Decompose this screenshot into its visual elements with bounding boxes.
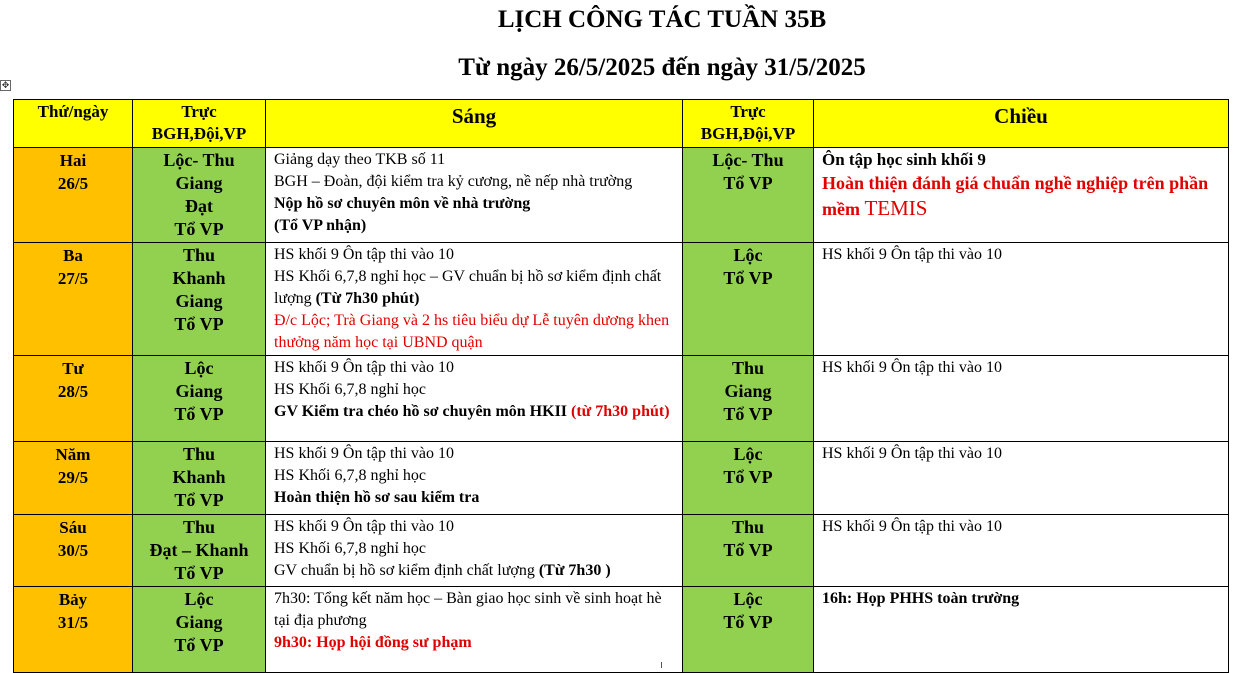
duty-name: Lộc- Thu bbox=[712, 150, 784, 170]
morning-cell bbox=[266, 148, 683, 243]
morning-item: 7h30: Tổng kết năm học – Bàn giao học sinh về sinh hoạt hè tại địa phương bbox=[274, 590, 662, 629]
morning-item: Hoàn thiện hồ sơ sau kiểm tra bbox=[274, 489, 480, 506]
col-header-duty-afternoon-line2: BGH,Đội,VP bbox=[700, 124, 796, 143]
morning-item: HS Khối 6,7,8 nghỉ học bbox=[274, 467, 426, 484]
duty-name: Giang bbox=[175, 381, 223, 401]
morning-item: Đ/c Lộc; Trà Giang và 2 hs tiêu biểu dự Lễ tuyên dương khen thưởng năm học tại UBND quận bbox=[274, 312, 670, 351]
col-header-duty-afternoon-line1: Trực bbox=[730, 102, 766, 121]
duty-name: Tổ VP bbox=[723, 268, 773, 288]
duty-name: Tổ VP bbox=[723, 467, 773, 487]
day-date: 31/5 bbox=[57, 613, 89, 632]
header-row bbox=[14, 100, 1229, 148]
morning-item: HS khối 9 Ôn tập thi vào 10 bbox=[274, 246, 454, 263]
afternoon-cell bbox=[814, 587, 1229, 673]
day-name: Sáu bbox=[59, 518, 87, 537]
morning-item-text: GV Kiểm tra chéo hồ sơ chuyên môn HKII bbox=[274, 403, 572, 420]
morning-item-text: GV chuẩn bị hồ sơ kiểm định chất lượng bbox=[274, 562, 539, 579]
morning-cell bbox=[266, 442, 683, 515]
duty-name: Lộc- Thu bbox=[163, 150, 235, 170]
duty-morning-cell bbox=[133, 442, 266, 515]
col-header-duty-morning bbox=[133, 100, 266, 148]
afternoon-cell bbox=[814, 515, 1229, 587]
morning-cell bbox=[266, 587, 683, 673]
page-divider bbox=[661, 662, 662, 668]
col-header-duty-afternoon bbox=[683, 100, 814, 148]
schedule-table bbox=[13, 99, 1229, 673]
duty-name: Tổ VP bbox=[174, 490, 224, 510]
morning-item-text: HS Khối 6,7,8 nghỉ học – GV chuẩn bị hồ sơ kiểm định chất lượng bbox=[274, 268, 662, 307]
day-name: Tư bbox=[62, 359, 84, 378]
duty-name: Lộc bbox=[184, 589, 214, 609]
move-icon[interactable]: ✥ bbox=[1, 81, 10, 91]
morning-item: 9h30: Họp hội đồng sư phạm bbox=[274, 634, 472, 651]
duty-name: Tổ VP bbox=[174, 404, 224, 424]
duty-name: Thu bbox=[731, 358, 765, 378]
afternoon-item: Ôn tập học sinh khối 9 bbox=[822, 150, 986, 169]
afternoon-item: HS khối 9 Ôn tập thi vào 10 bbox=[822, 246, 1002, 263]
duty-morning-cell bbox=[133, 243, 266, 356]
morning-item: Nộp hồ sơ chuyên môn về nhà trường bbox=[274, 195, 531, 212]
day-name: Ba bbox=[63, 246, 83, 265]
afternoon-cell bbox=[814, 148, 1229, 243]
afternoon-item: HS khối 9 Ôn tập thi vào 10 bbox=[822, 359, 1002, 376]
duty-name: Đạt bbox=[185, 196, 213, 216]
duty-name: Thu bbox=[182, 517, 216, 537]
day-date: 27/5 bbox=[57, 269, 89, 288]
duty-name: Giang bbox=[175, 173, 223, 193]
morning-item: HS khối 9 Ôn tập thi vào 10 bbox=[274, 518, 454, 535]
col-header-duty-morning-line2: BGH,Đội,VP bbox=[151, 124, 247, 143]
duty-morning-cell bbox=[133, 587, 266, 673]
col-header-morning: Sáng bbox=[266, 100, 683, 148]
duty-name: Thu bbox=[182, 245, 216, 265]
afternoon-item-text: Hoàn thiện đánh giá chuẩn nghề nghiệp trên phần mềm bbox=[822, 173, 1209, 219]
col-header-afternoon: Chiều bbox=[814, 100, 1229, 148]
duty-name: Tổ VP bbox=[723, 612, 773, 632]
duty-name: Lộc bbox=[733, 245, 763, 265]
duty-name: Lộc bbox=[733, 589, 763, 609]
afternoon-item-temis: TEMIS bbox=[864, 196, 928, 220]
duty-afternoon-cell bbox=[683, 148, 814, 243]
afternoon-item bbox=[822, 173, 1208, 219]
table-row bbox=[14, 148, 1229, 243]
day-cell bbox=[14, 148, 133, 243]
morning-item bbox=[274, 401, 674, 423]
morning-item: HS Khối 6,7,8 nghỉ học bbox=[274, 381, 426, 398]
duty-name: Tổ VP bbox=[174, 563, 224, 583]
duty-name: Tổ VP bbox=[723, 173, 773, 193]
day-cell bbox=[14, 243, 133, 356]
day-date: 28/5 bbox=[57, 382, 89, 401]
duty-afternoon-cell bbox=[683, 243, 814, 356]
table-row bbox=[14, 442, 1229, 515]
afternoon-item: HS khối 9 Ôn tập thi vào 10 bbox=[822, 445, 1002, 462]
afternoon-item: 16h: Họp PHHS toàn trường bbox=[822, 590, 1020, 607]
duty-name: Giang bbox=[175, 291, 223, 311]
duty-name: Tổ VP bbox=[174, 219, 224, 239]
afternoon-item: HS khối 9 Ôn tập thi vào 10 bbox=[822, 518, 1002, 535]
morning-item: HS khối 9 Ôn tập thi vào 10 bbox=[274, 359, 454, 376]
duty-name: Lộc bbox=[184, 358, 214, 378]
morning-item: HS Khối 6,7,8 nghỉ học bbox=[274, 540, 426, 557]
page-subtitle: Từ ngày 26/5/2025 đến ngày 31/5/2025 bbox=[458, 54, 866, 81]
duty-name: Tổ VP bbox=[174, 314, 224, 334]
duty-name: Lộc bbox=[733, 444, 763, 464]
morning-item: HS khối 9 Ôn tập thi vào 10 bbox=[274, 445, 454, 462]
table-row bbox=[14, 515, 1229, 587]
day-date: 30/5 bbox=[57, 541, 89, 560]
day-cell bbox=[14, 442, 133, 515]
day-cell bbox=[14, 515, 133, 587]
day-date: 29/5 bbox=[57, 468, 89, 487]
duty-name: Thu bbox=[731, 517, 765, 537]
morning-item: BGH – Đoàn, đội kiểm tra kỷ cương, nề nếp nhà trường bbox=[274, 173, 633, 190]
col-header-duty-morning-line1: Trực bbox=[181, 102, 217, 121]
day-date: 26/5 bbox=[57, 174, 89, 193]
morning-cell bbox=[266, 243, 683, 356]
day-name: Hai bbox=[59, 151, 87, 170]
duty-name: Khanh bbox=[172, 467, 226, 487]
day-name: Bảy bbox=[58, 590, 88, 609]
duty-name: Đạt – Khanh bbox=[149, 540, 249, 560]
col-header-day: Thứ/ngày bbox=[14, 100, 133, 148]
afternoon-cell bbox=[814, 356, 1229, 442]
morning-item: (Tổ VP nhận) bbox=[274, 217, 367, 234]
morning-item bbox=[274, 560, 674, 582]
day-cell bbox=[14, 356, 133, 442]
day-name: Năm bbox=[55, 445, 91, 464]
duty-name: Thu bbox=[182, 444, 216, 464]
morning-item bbox=[274, 266, 674, 310]
duty-morning-cell bbox=[133, 356, 266, 442]
page-title: LỊCH CÔNG TÁC TUẦN 35B bbox=[497, 6, 827, 33]
duty-name: Tổ VP bbox=[174, 635, 224, 655]
duty-morning-cell bbox=[133, 515, 266, 587]
duty-afternoon-cell bbox=[683, 356, 814, 442]
duty-afternoon-cell bbox=[683, 587, 814, 673]
morning-item: Giảng dạy theo TKB số 11 bbox=[274, 151, 446, 168]
table-row bbox=[14, 587, 1229, 673]
morning-item-time: (từ 7h30 phút) bbox=[571, 403, 670, 420]
table-row bbox=[14, 356, 1229, 442]
afternoon-cell bbox=[814, 442, 1229, 515]
table-row bbox=[14, 243, 1229, 356]
duty-morning-cell bbox=[133, 148, 266, 243]
duty-name: Tổ VP bbox=[723, 540, 773, 560]
day-cell bbox=[14, 587, 133, 673]
morning-item-time: (Từ 7h30 ) bbox=[538, 562, 611, 579]
morning-cell bbox=[266, 515, 683, 587]
duty-name: Khanh bbox=[172, 268, 226, 288]
morning-item-time: (Từ 7h30 phút) bbox=[315, 290, 420, 307]
duty-afternoon-cell bbox=[683, 515, 814, 587]
duty-name: Tổ VP bbox=[723, 404, 773, 424]
duty-name: Giang bbox=[724, 381, 772, 401]
morning-cell bbox=[266, 356, 683, 442]
afternoon-cell bbox=[814, 243, 1229, 356]
duty-name: Giang bbox=[175, 612, 223, 632]
duty-afternoon-cell bbox=[683, 442, 814, 515]
